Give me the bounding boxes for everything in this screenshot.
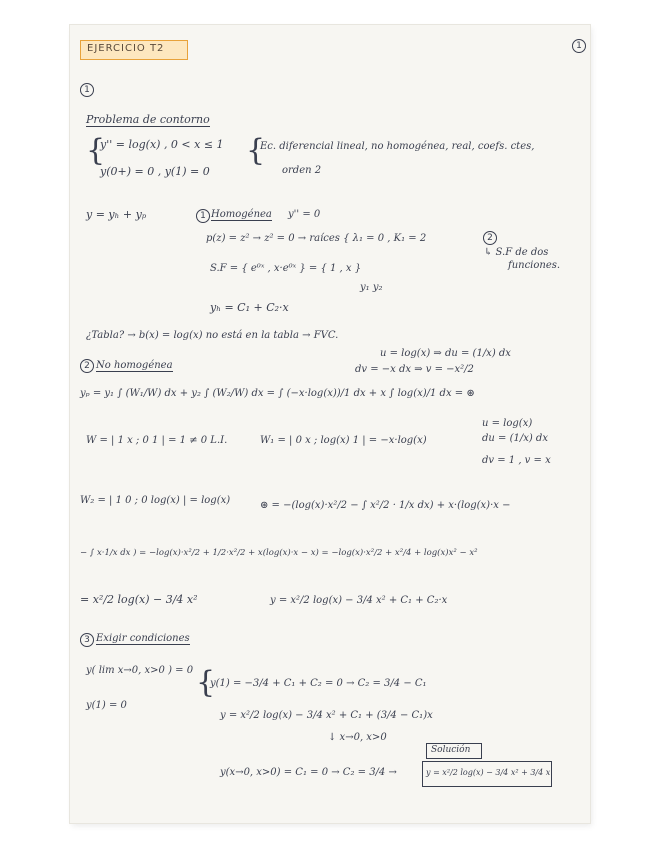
particular-result: = x²/2 log(x) − 3/4 x² [80, 593, 198, 606]
section3-number: 3 [80, 633, 94, 647]
equation-b: y = x²/2 log(x) − 3/4 x² + C₁ + (3/4 − C₁)x [220, 710, 433, 721]
solution-box [422, 761, 552, 787]
exercise-title-box [80, 40, 188, 60]
section3-heading: Exigir condiciones [96, 633, 190, 644]
homog-number: 1 [196, 209, 210, 223]
table-question: ¿Tabla? → b(x) = log(x) no está en la tabla → FVC. [86, 330, 339, 341]
section1-heading: Problema de contorno [86, 113, 210, 126]
general-form: y = yₕ + yₚ [86, 208, 147, 221]
general-solution: y = x²/2 log(x) − 3/4 x² + C₁ + C₂·x [270, 595, 448, 606]
sf-note-line1: ↳ S.F de dos [484, 247, 549, 258]
homog-label: Homogénea [211, 209, 272, 220]
substitution2-u: u = log(x) [482, 418, 533, 429]
substitution2-du: du = (1/x) dx [482, 433, 548, 444]
homog-equation: y'' = 0 [288, 209, 321, 220]
boundary-conditions: y(0+) = 0 , y(1) = 0 [100, 165, 210, 178]
section1-number: 1 [80, 83, 94, 97]
fundamental-system: S.F = { e⁰ˣ , x·e⁰ˣ } = { 1 , x } [210, 263, 362, 274]
condition-limit: y( lim x→0, x>0 ) = 0 [86, 665, 194, 676]
substitution-dv: dv = −x dx ⇒ v = −x²/2 [355, 364, 474, 375]
substitution2-dv: dv = 1 , v = x [482, 455, 551, 466]
limit-arrow: ↓ x→0, x>0 [328, 732, 387, 743]
section2-number: 2 [80, 359, 94, 373]
equation-a: y(1) = −3/4 + C₁ + C₂ = 0 → C₂ = 3/4 − C₁ [210, 678, 427, 689]
solution-label-box [426, 743, 482, 759]
characteristic-polynomial: p(z) = z² → z² = 0 → raíces { λ₁ = 0 , K₁ = 2 [206, 233, 427, 244]
homogeneous-solution: yₕ = C₁ + C₂·x [210, 301, 289, 314]
multiplicity-circle: 2 [483, 231, 497, 245]
solution-label: Solución [431, 745, 471, 755]
exercise-title: EJERCICIO T2 [87, 43, 165, 54]
notebook-page [70, 25, 590, 823]
conditions-brace: { [196, 665, 216, 700]
section2-heading: No homogénea [96, 360, 173, 371]
classification-text: Ec. diferencial lineal, no homogénea, real, coefs. ctes, [260, 141, 535, 152]
page-number: 1 [572, 39, 586, 53]
equation-c: y(x→0, x>0) = C₁ = 0 → C₂ = 3/4 → [220, 767, 397, 778]
wronskian: W = | 1 x ; 0 1 | = 1 ≠ 0 L.I. [86, 435, 228, 446]
substitution-u: u = log(x) ⇒ du = (1/x) dx [380, 348, 511, 359]
sf-note-line2: funciones. [508, 260, 561, 271]
star-expansion: ⊛ = −(log(x)·x²/2 − ∫ x²/2 · 1/x dx) + x·(log(x)·x − [260, 500, 511, 511]
left-brace: { [86, 133, 106, 168]
integration-continuation: − ∫ x·1/x dx ) = −log(x)·x²/2 + 1/2·x²/2 + x(log(x)·x − x) = −log(x)·x²/2 + x²/4 + log(x)x² − x² [80, 548, 478, 558]
wronskian-w1: W₁ = | 0 x ; log(x) 1 | = −x·log(x) [260, 435, 427, 446]
final-solution: y = x²/2 log(x) − 3/4 x² + 3/4 x [426, 768, 551, 777]
wronskian-w2: W₂ = | 1 0 ; 0 log(x) | = log(x) [80, 495, 231, 506]
particular-solution-formula: yₚ = y₁ ∫ (W₁/W) dx + y₂ ∫ (W₂/W) dx = ∫ (−x·log(x))/1 dx + x ∫ log(x)/1 dx = ⊛ [80, 388, 475, 399]
condition-y1: y(1) = 0 [86, 700, 127, 711]
right-brace: { [246, 133, 266, 168]
fundamental-labels: y₁ y₂ [360, 282, 383, 293]
order-text: orden 2 [282, 165, 322, 176]
ode-equation: y'' = log(x) , 0 < x ≤ 1 [100, 138, 224, 151]
